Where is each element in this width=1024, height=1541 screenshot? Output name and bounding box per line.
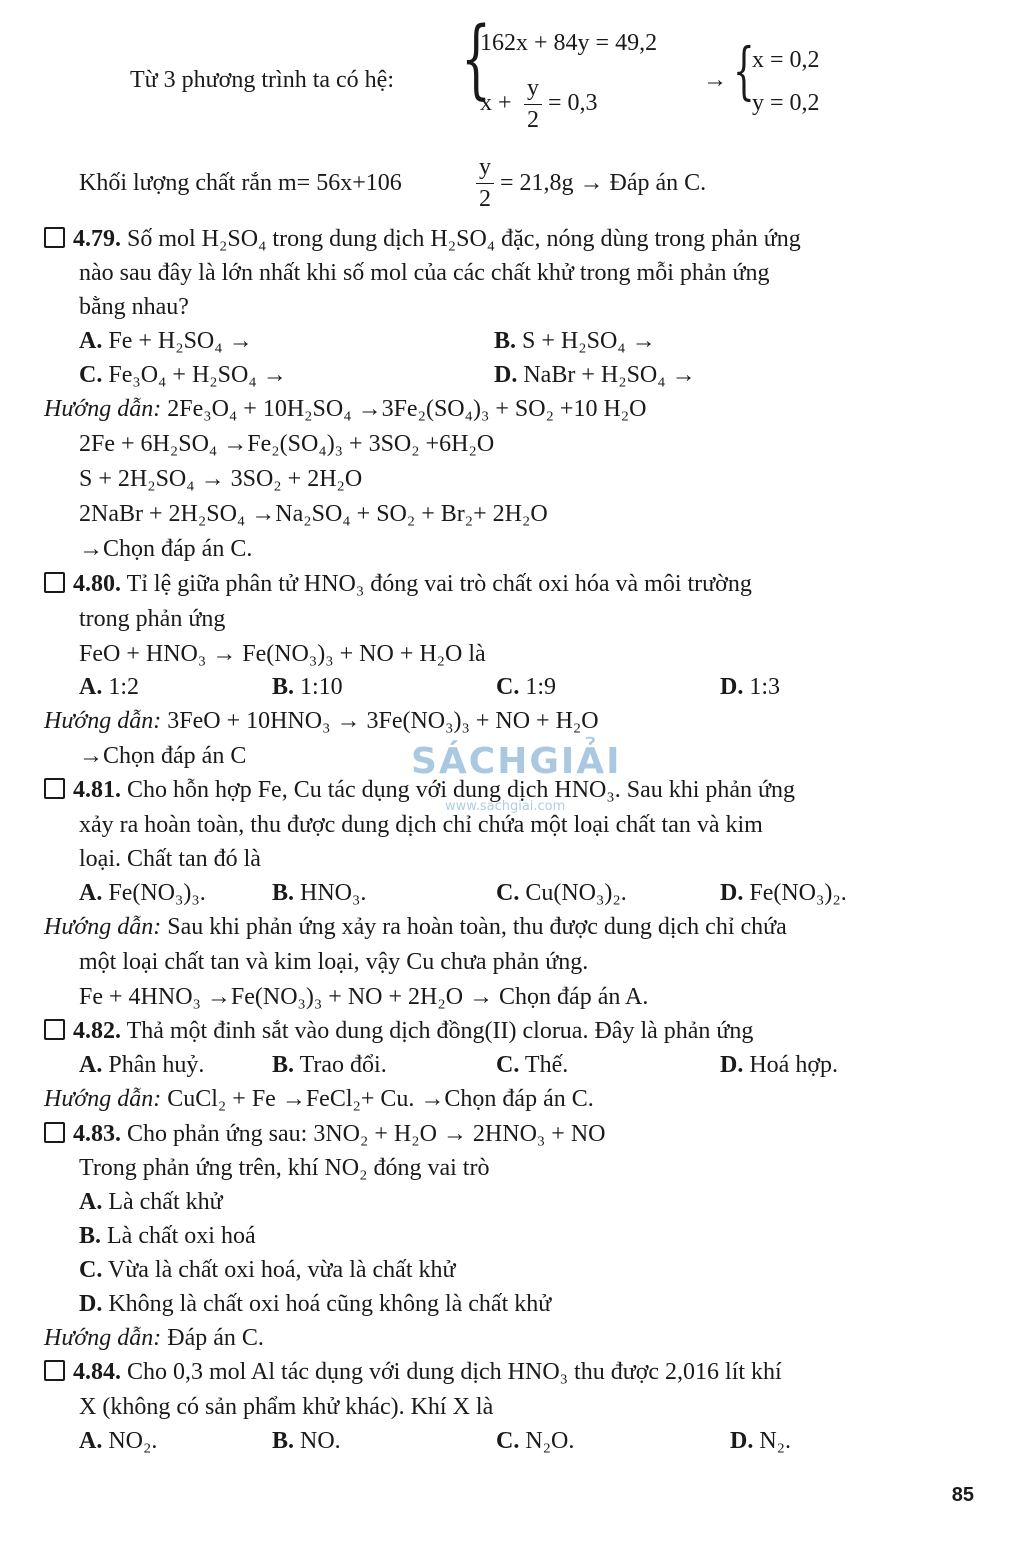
guide-text: 3FeO + 10HNO₃ → 3Fe(NO₃)₃ + NO + H₂O — [167, 708, 599, 734]
option-text: N₂. — [759, 1428, 792, 1454]
option-text: Hoá hợp. — [749, 1052, 839, 1078]
option-label: C. — [496, 674, 520, 700]
question-text: Số mol H₂SO₄ trong dung dịch H₂SO₄ đặc, nóng dùng trong phản ứng — [127, 226, 801, 252]
right-brace: { — [733, 34, 755, 107]
option-label: A. — [79, 1052, 103, 1078]
option-d — [720, 879, 847, 908]
guide-line — [44, 395, 647, 424]
option-text: Fe + H₂SO₄ → — [108, 328, 253, 354]
question-4-80 — [44, 570, 752, 599]
option-text: N₂O. — [525, 1428, 575, 1454]
option-label: A. — [79, 1428, 103, 1454]
option-label: C. — [496, 880, 520, 906]
option-label: B. — [272, 1052, 295, 1078]
question-text-line: bằng nhau? — [79, 294, 189, 320]
question-number: 4.80. — [73, 571, 121, 597]
mass-line-post: = 21,8g → Đáp án C. — [500, 170, 707, 196]
system-sol1: x = 0,2 — [752, 47, 820, 73]
option-label: C. — [79, 362, 103, 388]
option-text: NaBr + H₂SO₄ → — [523, 362, 696, 388]
option-label: C. — [496, 1428, 520, 1454]
guide-line — [44, 913, 787, 942]
guide-label: Hướng dẫn: — [44, 1086, 162, 1112]
guide-text: Đáp án C. — [167, 1325, 264, 1351]
option-label: D. — [720, 674, 744, 700]
option-label: A. — [79, 1189, 103, 1215]
fraction-numerator: y — [479, 154, 491, 180]
left-brace: { — [461, 9, 492, 109]
guide-line: 2NaBr + 2H₂SO₄ →Na₂SO₄ + SO₂ + Br₂+ 2H₂O — [79, 501, 548, 527]
option-label: D. — [730, 1428, 754, 1454]
option-text: Là chất oxi hoá — [107, 1223, 256, 1249]
option-text: Fe₃O₄ + H₂SO₄ → — [108, 362, 287, 388]
system-eq2-fraction — [524, 74, 542, 135]
option-label: C. — [496, 1052, 520, 1078]
option-text: HNO₃. — [300, 880, 367, 906]
question-text-line: Trong phản ứng trên, khí NO₂ đóng vai trò — [79, 1155, 490, 1181]
option-c — [496, 673, 556, 702]
guide-text: Sau khi phản ứng xảy ra hoàn toàn, thu được dung dịch chỉ chứa — [167, 914, 787, 940]
option-d — [730, 1427, 791, 1456]
option-text: 1:10 — [300, 674, 343, 700]
question-text: Cho hỗn hợp Fe, Cu tác dụng với dung dịch HNO₃. Sau khi phản ứng — [127, 777, 796, 803]
checkbox-icon — [44, 778, 65, 799]
option-a — [79, 1051, 204, 1080]
option-label: D. — [720, 880, 744, 906]
fraction-bar — [476, 183, 494, 185]
checkbox-icon — [44, 1360, 65, 1381]
question-text: Thả một đinh sắt vào dung dịch đồng(II) clorua. Đây là phản ứng — [126, 1018, 754, 1044]
question-number: 4.82. — [73, 1018, 121, 1044]
checkbox-icon — [44, 1122, 65, 1143]
question-text-line: FeO + HNO₃ → Fe(NO₃)₃ + NO + H₂O là — [79, 641, 486, 667]
option-c — [496, 1427, 574, 1456]
system-sol2: y = 0,2 — [752, 90, 820, 116]
option-text: 1:3 — [749, 674, 781, 700]
option-label: A. — [79, 674, 103, 700]
option-c — [496, 879, 627, 908]
option-b — [272, 1427, 341, 1456]
option-text: 1:9 — [525, 674, 557, 700]
option-b — [79, 1222, 256, 1251]
guide-text: 2Fe₃O₄ + 10H₂SO₄ →3Fe₂(SO₄)₃ + SO₂ +10 H₂O — [167, 396, 647, 422]
system-eq1: 162x + 84y = 49,2 — [480, 30, 658, 56]
option-c — [79, 1256, 456, 1285]
question-number: 4.81. — [73, 777, 121, 803]
option-a — [79, 327, 253, 356]
fraction-denominator: 2 — [527, 107, 539, 134]
guide-line: →Chọn đáp án C — [79, 743, 247, 769]
option-text: Trao đổi. — [299, 1052, 387, 1078]
option-text: Vừa là chất oxi hoá, vừa là chất khử — [107, 1257, 456, 1283]
question-text: Cho 0,3 mol Al tác dụng với dung dịch HNO₃ thu được 2,016 lít khí — [127, 1359, 782, 1385]
option-label: D. — [494, 362, 518, 388]
question-4-83 — [44, 1120, 606, 1149]
option-text: S + H₂SO₄ → — [522, 328, 656, 354]
option-b — [272, 879, 366, 908]
option-label: A. — [79, 880, 103, 906]
option-a — [79, 1427, 157, 1456]
guide-label: Hướng dẫn: — [44, 396, 162, 422]
option-text: Không là chất oxi hoá cũng không là chất khử — [108, 1291, 552, 1317]
option-label: D. — [720, 1052, 744, 1078]
question-4-84 — [44, 1358, 782, 1387]
option-a — [79, 673, 139, 702]
option-d — [720, 673, 780, 702]
question-4-79 — [44, 225, 801, 254]
question-text-line: loại. Chất tan đó là — [79, 846, 261, 872]
option-text: Thế. — [524, 1052, 569, 1078]
checkbox-icon — [44, 572, 65, 593]
fraction-denominator: 2 — [479, 186, 491, 213]
question-4-82 — [44, 1017, 753, 1046]
watermark-logo: SÁCHGIẢI — [411, 741, 622, 782]
option-label: D. — [79, 1291, 103, 1317]
question-text-line: trong phản ứng — [79, 606, 226, 632]
option-text: 1:2 — [108, 674, 140, 700]
question-text: Tỉ lệ giữa phân tử HNO₃ đóng vai trò chất oxi hóa và môi trường — [126, 571, 752, 597]
option-a — [79, 1188, 223, 1217]
checkbox-icon — [44, 1019, 65, 1040]
question-text: Cho phản ứng sau: 3NO₂ + H₂O → 2HNO₃ + NO — [127, 1121, 606, 1147]
fraction-numerator: y — [527, 75, 539, 101]
guide-label: Hướng dẫn: — [44, 914, 162, 940]
question-number: 4.83. — [73, 1121, 121, 1147]
guide-line — [44, 1324, 264, 1353]
option-text: Là chất khử — [108, 1189, 223, 1215]
system-intro: Từ 3 phương trình ta có hệ: — [130, 67, 394, 93]
checkbox-icon — [44, 227, 65, 248]
option-label: A. — [79, 328, 103, 354]
option-label: B. — [79, 1223, 102, 1249]
option-text: Fe(NO₃)₂. — [749, 880, 847, 906]
option-d — [79, 1290, 551, 1319]
system-eq2-rhs: = 0,3 — [548, 90, 598, 116]
option-label: B. — [272, 1428, 295, 1454]
fraction-bar — [524, 104, 542, 106]
option-text: Phân huỷ. — [108, 1052, 205, 1078]
option-label: B. — [272, 880, 295, 906]
system-arrow: → — [703, 67, 727, 93]
option-label: B. — [494, 328, 517, 354]
option-c — [79, 361, 287, 390]
guide-line — [44, 707, 599, 736]
guide-line: 2Fe + 6H₂SO₄ →Fe₂(SO₄)₃ + 3SO₂ +6H₂O — [79, 431, 495, 457]
question-text-line: xảy ra hoàn toàn, thu được dung dịch chỉ chứa một loại chất tan và kim — [79, 812, 763, 838]
option-b — [272, 1051, 387, 1080]
guide-line — [44, 1085, 594, 1114]
option-label: B. — [272, 674, 295, 700]
guide-line: một loại chất tan và kim loại, vậy Cu chưa phản ứng. — [79, 949, 589, 975]
page-number: 85 — [951, 1484, 974, 1506]
option-text: NO₂. — [108, 1428, 158, 1454]
option-b — [272, 673, 343, 702]
guide-text: CuCl₂ + Fe →FeCl₂+ Cu. →Chọn đáp án C. — [167, 1086, 594, 1112]
watermark-url: www.sachgiai.com — [445, 799, 566, 814]
option-label: C. — [79, 1257, 103, 1283]
option-a — [79, 879, 206, 908]
guide-line: Fe + 4HNO₃ →Fe(NO₃)₃ + NO + 2H₂O → Chọn đáp án A. — [79, 984, 649, 1010]
guide-label: Hướng dẫn: — [44, 1325, 162, 1351]
mass-fraction — [476, 153, 494, 214]
question-text-line: nào sau đây là lớn nhất khi số mol của các chất khử trong mỗi phản ứng — [79, 260, 770, 286]
question-number: 4.79. — [73, 226, 121, 252]
system-eq2-lhs: x + — [480, 90, 512, 116]
question-text-line: X (không có sản phẩm khử khác). Khí X là — [79, 1394, 494, 1420]
option-d — [720, 1051, 838, 1080]
option-d — [494, 361, 696, 390]
option-text: Cu(NO₃)₂. — [525, 880, 627, 906]
option-text: NO. — [300, 1428, 341, 1454]
guide-line: →Chọn đáp án C. — [79, 536, 253, 562]
question-number: 4.84. — [73, 1359, 121, 1385]
mass-line-pre: Khối lượng chất rắn m= 56x+106 — [79, 170, 402, 196]
question-4-81 — [44, 776, 795, 805]
option-text: Fe(NO₃)₃. — [108, 880, 206, 906]
guide-line: S + 2H₂SO₄ → 3SO₂ + 2H₂O — [79, 466, 363, 492]
option-b — [494, 327, 656, 356]
guide-label: Hướng dẫn: — [44, 708, 162, 734]
option-c — [496, 1051, 568, 1080]
